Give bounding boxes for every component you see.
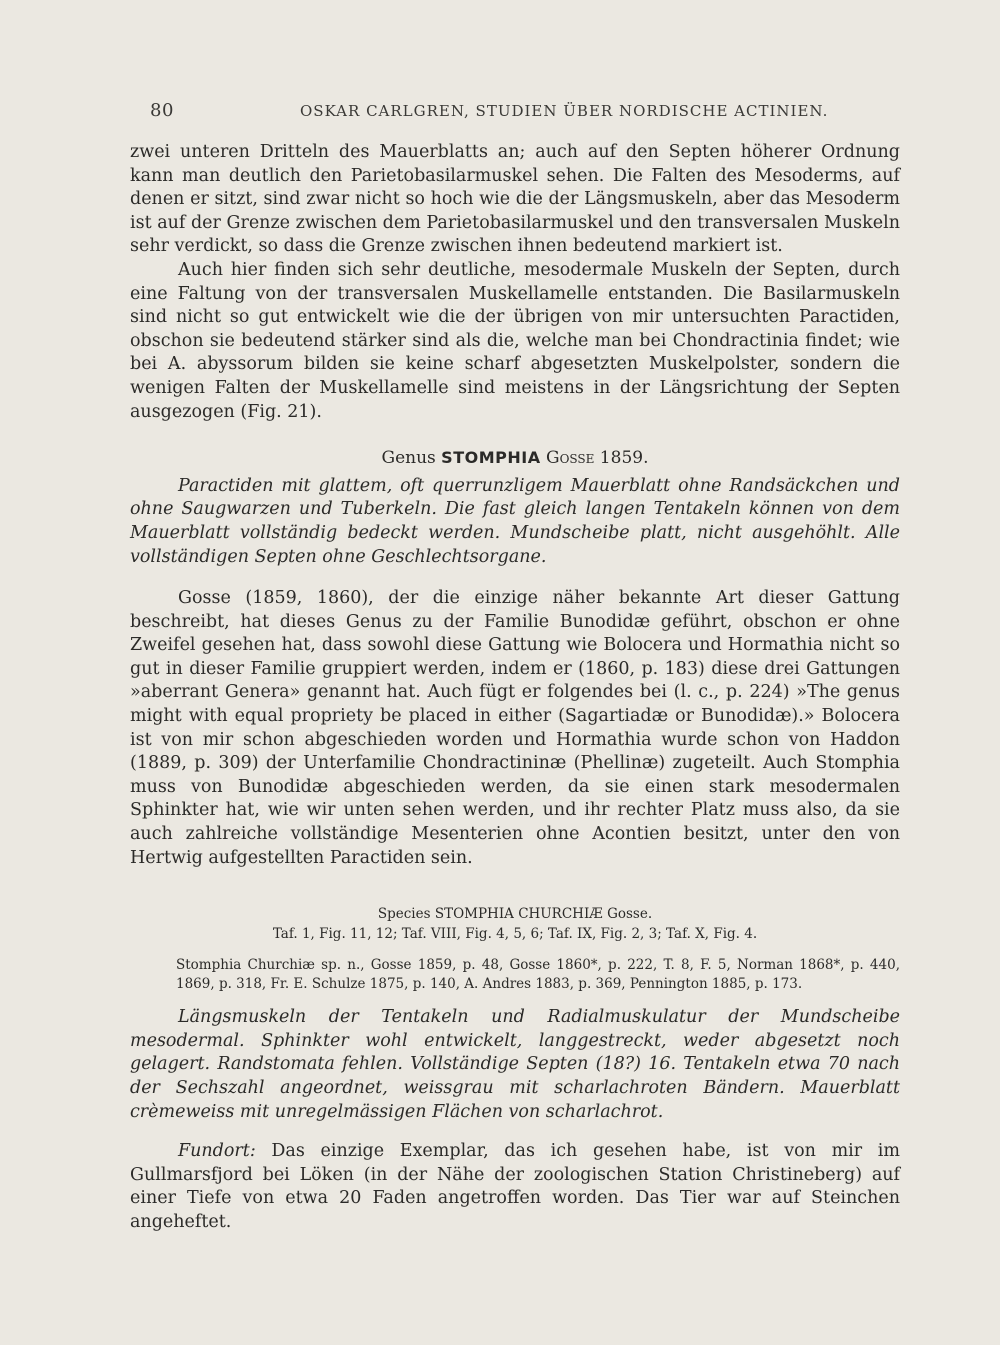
species-figures: Taf. 1, Fig. 11, 12; Taf. VIII, Fig. 4, 5, 6; Taf. IX, Fig. 2, 3; Taf. X, Fig. 4.	[272, 926, 758, 943]
page-number: 80	[150, 100, 175, 121]
species-description: Längsmuskeln der Tentakeln und Radialmuskulatur der Mundscheibe mesodermal. Sphinkter wohl entwickelt, langgestreckt, weder abgesetzt noch gelagert. Randstomata fehlen. Vollständige Septen (18?) 16. Tentakeln etwa 70 nach der Sechszahl angeordnet, weissgrau mit scharlachroten Bändern. Mauerblatt crèmeweiss mit unregelmässigen Flächen von scharlachrot.	[130, 1007, 900, 1122]
paragraph-2: Auch hier finden sich sehr deutliche, mesodermale Muskeln der Septen, durch eine Faltung von der transversalen Muskellamelle entstanden. Die Basilarmuskeln sind nicht so gut entwickelt wie die der übrigen von mir untersuchten Paractiden, obschon sie bedeutend stärker sind als die, welche man bei Chondractinia findet; wie bei A. abyssorum bilden sie keine scharf abgesetzten Muskelpolster, sondern die wenigen Falten der Muskellamelle sind meistens in der Längsrichtung der Septen ausgezogen (Fig. 21).	[130, 259, 900, 422]
fundort-text: Das einzige Exemplar, das ich gesehen habe, ist von mir im Gullmarsfjord bei Löken (in der Nähe der zoologischen Station Christineberg) auf einer Tiefe von etwa 20 Faden angetroffen worden. Das Tier war auf Steinchen angeheftet.	[130, 1141, 900, 1232]
paragraph-1: zwei unteren Dritteln des Mauerblatts an; auch auf den Septen höherer Ordnung kann man deutlich den Parietobasilarmuskel sehen. Die Falten des Mesoderms, auf denen er sitzt, sind zwar nicht so hoch wie die der Längsmuskeln, aber das Mesoderm ist auf der Grenze zwischen dem Parietobasilarmuskel und den transversalen Muskeln sehr verdickt, so dass die Grenze zwischen ihnen bedeutend markiert ist.	[130, 142, 900, 257]
genus-name: STOMPHIA	[441, 448, 541, 468]
species-title: Species STOMPHIA CHURCHIÆ Gosse.	[377, 906, 653, 923]
running-title: OSKAR CARLGREN, STUDIEN ÜBER NORDISCHE ACTINIEN.	[300, 102, 829, 120]
synonymy-list: Stomphia Churchiæ sp. n., Gosse 1859, p. 48, Gosse 1860*, p. 222, T. 8, F. 5, Norman 1868*, p. 440, 1869, p. 318, Fr. E. Schulze 1875, p. 140, A. Andres 1883, p. 369, Pennington 1885, p. 173.	[176, 957, 900, 993]
genus-author: Gosse 1859.	[540, 448, 649, 469]
fundort-paragraph	[130, 1140, 900, 1234]
fundort-label: Fundort:	[178, 1141, 256, 1162]
genus-heading	[130, 446, 900, 471]
paragraph-3: Gosse (1859, 1860), der die einzige näher bekannte Art dieser Gattung beschreibt, hat dieses Genus zu der Familie Bunodidæ geführt, obschon er ohne Zweifel gesehen hat, dass sowohl diese Gattung wie Bolocera und Hormathia nicht so gut in dieser Familie gruppiert werden, indem er (1860, p. 183) diese drei Gattungen »aberrant Genera» genannt hat. Auch fügt er folgendes bei (l. c., p. 224) »The genus might with equal propriety be placed in either (Sagartiadæ or Bunodidæ).» Bolocera ist von mir schon abgeschieden worden und Hormathia wurde schon von Haddon (1889, p. 309) der Unterfamilie Chondractininæ (Phellinæ) zugeteilt. Auch Stomphia muss von Bunodidæ abgeschieden werden, da sie einen stark mesodermalen Sphinkter hat, wie wir unten sehen werden, und ihr rechter Platz muss also, da sie auch zahlreiche vollständige Mesenterien ohne Acontien besitzt, unter den von Hertwig aufgestellten Paractiden sein.	[130, 588, 900, 868]
genus-prefix: Genus	[381, 448, 442, 469]
genus-diagnosis: Paractiden mit glattem, oft querrunzligem Mauerblatt ohne Randsäckchen und ohne Saugwarzen und Tuberkeln. Die fast gleich langen Tentakeln können von dem Mauerblatt vollständig bedeckt werden. Mundscheibe platt, nicht ausgehöhlt. Alle vollständigen Septen ohne Geschlechtsorgane.	[130, 475, 900, 567]
page-body	[130, 141, 900, 1235]
